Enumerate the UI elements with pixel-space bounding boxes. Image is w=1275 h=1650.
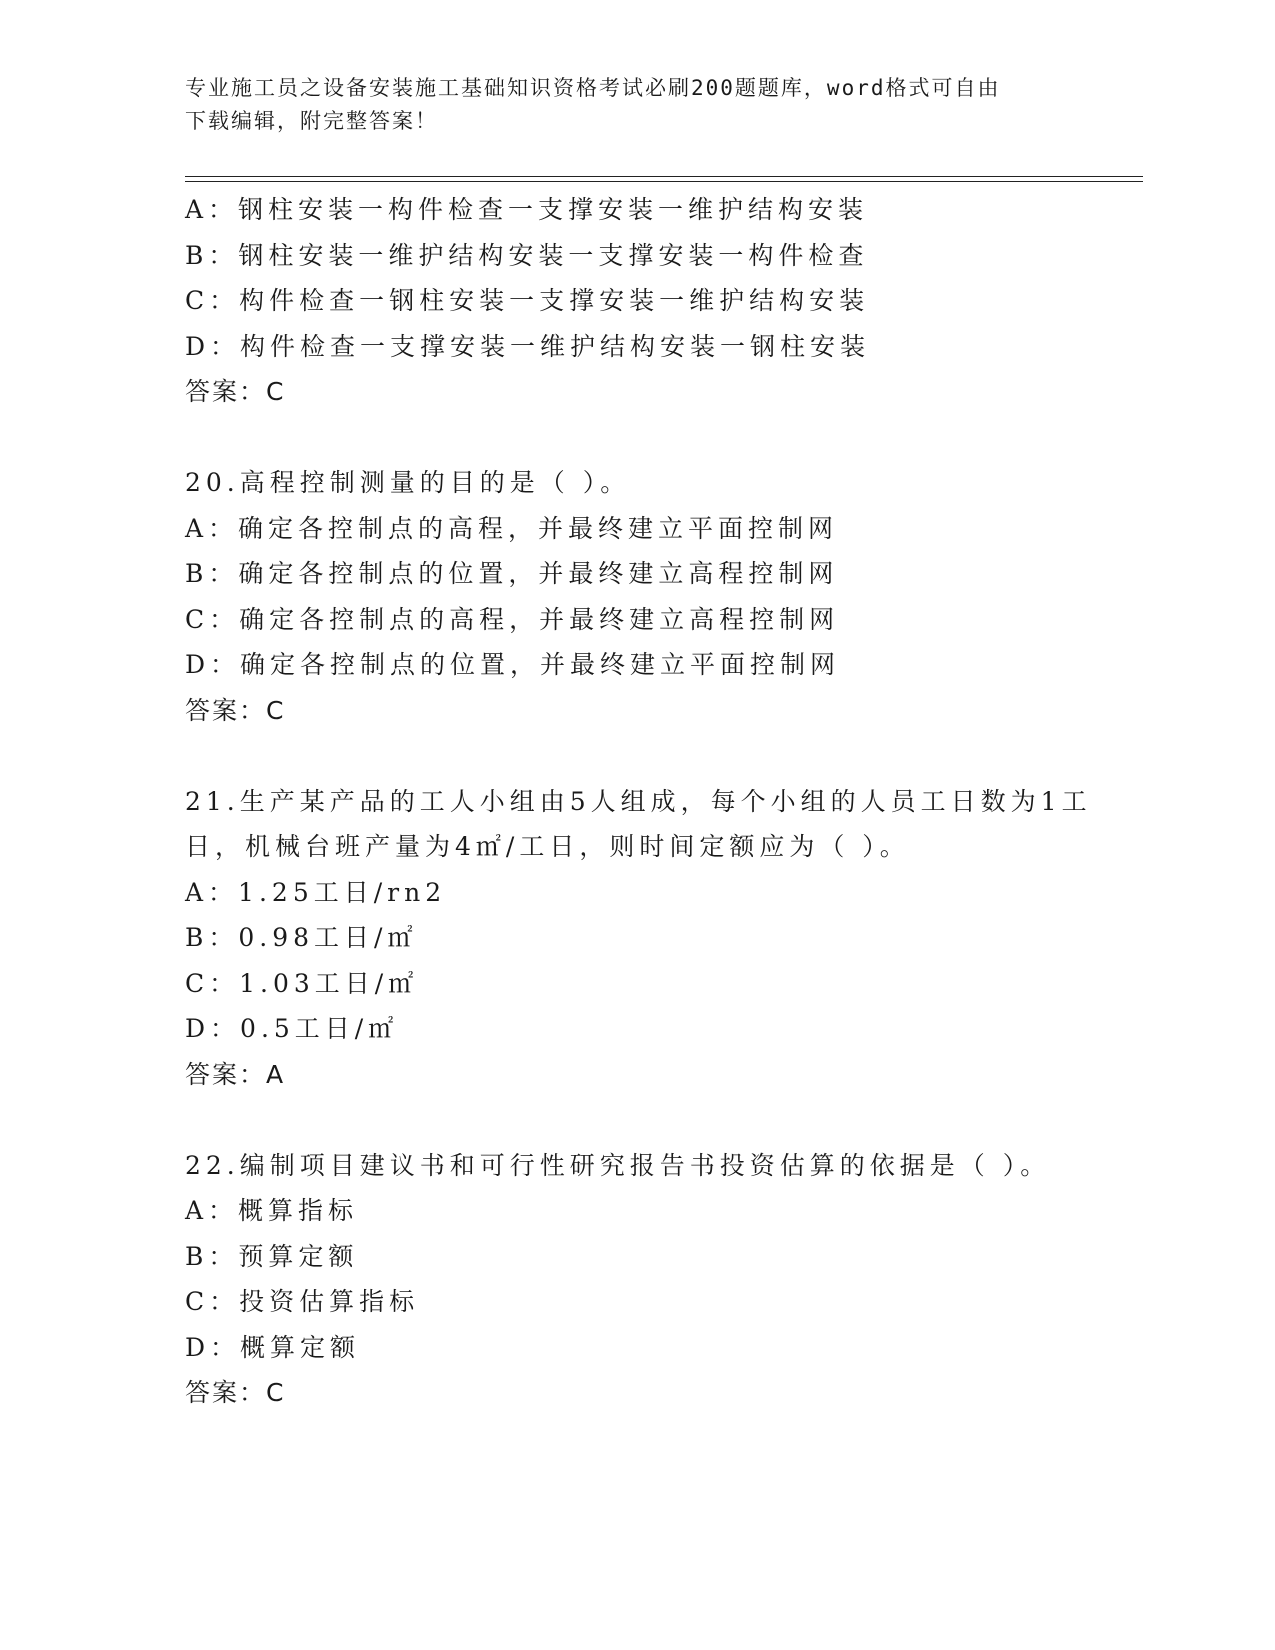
answer-line: 答案：C <box>185 695 286 725</box>
spacer <box>185 415 1105 461</box>
answer-line: 答案：C <box>185 377 286 406</box>
question-19-block <box>185 187 1105 415</box>
option-d: D：构件检查一支撑安装一维护结构安装一钢柱安装 <box>185 331 871 361</box>
question-text: 22.编制项目建议书和可行性研究报告书投资估算的依据是（ ）。 <box>185 1150 1051 1180</box>
spacer <box>185 733 1105 779</box>
option-b: B：确定各控制点的位置，并最终建立高程控制网 <box>185 559 839 588</box>
question-text: 20.高程控制测量的目的是（ ）。 <box>185 468 631 497</box>
option-a: A：1.25工日/rn2 <box>185 877 447 907</box>
option-a: A：概算指标 <box>185 1196 359 1225</box>
option-c: C：1.03工日/㎡ <box>185 968 419 998</box>
option-d: D：确定各控制点的位置，并最终建立平面控制网 <box>185 650 841 679</box>
answer-line: 答案：A <box>185 1059 286 1089</box>
option-c: C：确定各控制点的高程，并最终建立高程控制网 <box>185 604 840 634</box>
header-line-1: 专业施工员之设备安装施工基础知识资格考试必刷200题题库，word格式可自由 <box>185 76 1001 100</box>
answer-line: 答案：C <box>185 1378 286 1407</box>
page-header <box>185 72 1065 138</box>
option-c: C：投资估算指标 <box>185 1287 420 1316</box>
question-list <box>185 187 1105 1416</box>
question-20-block <box>185 460 1105 733</box>
option-a: A：确定各控制点的高程，并最终建立平面控制网 <box>185 513 839 543</box>
option-c: C：构件检查一钢柱安装一支撑安装一维护结构安装 <box>185 286 870 315</box>
question-text-line-2: 日，机械台班产量为4㎡/工日，则时间定额应为（ ）。 <box>185 832 910 861</box>
option-b: B：钢柱安装一维护结构安装一支撑安装一构件检查 <box>185 240 869 270</box>
option-a: A：钢柱安装一构件检查一支撑安装一维护结构安装 <box>185 195 869 224</box>
header-divider-bottom <box>185 181 1143 182</box>
header-divider-top <box>185 176 1143 177</box>
option-b: B：预算定额 <box>185 1241 359 1271</box>
question-22-block <box>185 1143 1105 1416</box>
header-line-2: 下载编辑，附完整答案！ <box>185 109 438 133</box>
spacer <box>185 1097 1105 1143</box>
option-b: B：0.98工日/㎡ <box>185 923 418 952</box>
option-d: D：概算定额 <box>185 1332 361 1362</box>
question-21-block <box>185 779 1105 1098</box>
option-d: D：0.5工日/㎡ <box>185 1014 399 1043</box>
question-text-line-1: 21.生产某产品的工人小组由5人组成，每个小组的人员工日数为1工 <box>185 786 1092 816</box>
